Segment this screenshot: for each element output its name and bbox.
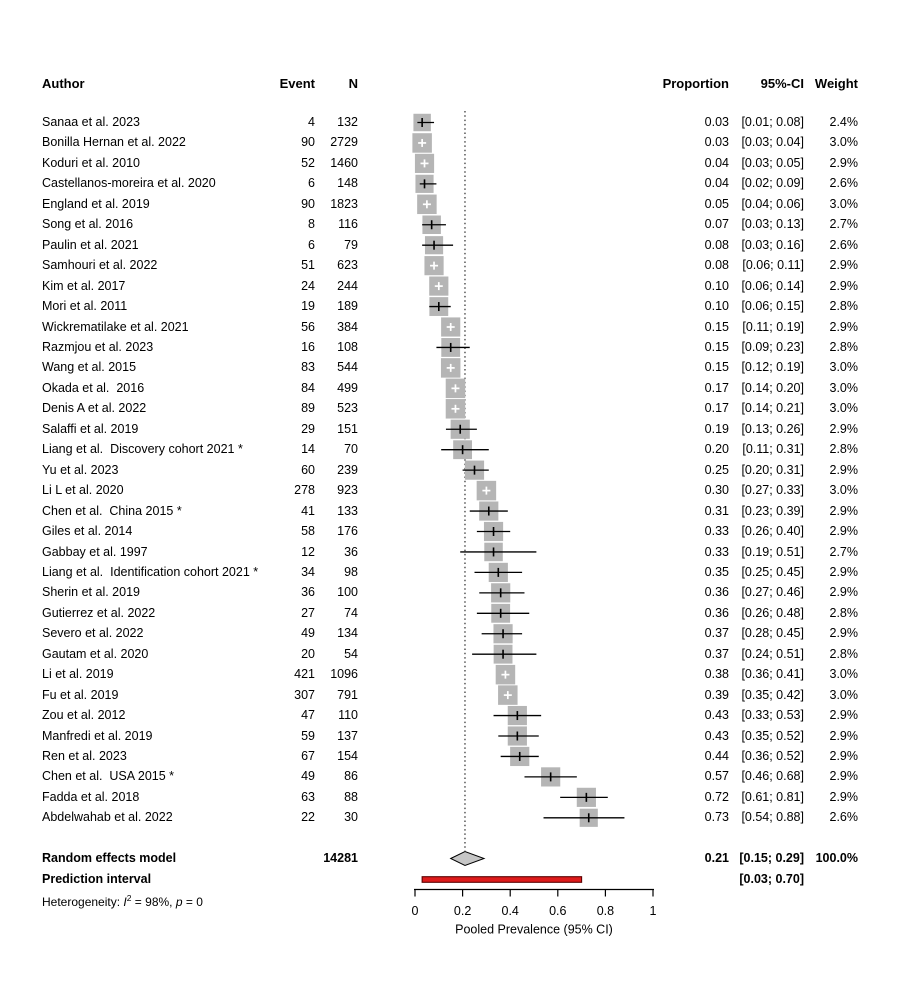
proportion-cell: 0.36 <box>704 585 729 600</box>
proportion-cell: 0.72 <box>704 789 729 804</box>
ci-cell: [0.03; 0.05] <box>741 155 804 170</box>
proportion-cell: 0.04 <box>704 155 729 170</box>
ci-cell: [0.11; 0.19] <box>742 319 804 334</box>
weight-cell: 3.0% <box>829 687 858 702</box>
proportion-cell: 0.15 <box>704 360 729 375</box>
event-cell: 89 <box>301 401 315 416</box>
ci-cell: [0.24; 0.51] <box>741 646 804 661</box>
n-cell: 108 <box>337 339 358 354</box>
event-cell: 34 <box>301 564 315 579</box>
column-header-event: Event <box>279 76 315 91</box>
n-cell: 100 <box>337 585 358 600</box>
weight-cell: 2.8% <box>829 339 858 354</box>
n-cell: 137 <box>337 728 358 743</box>
ci-cell: [0.35; 0.42] <box>741 687 804 702</box>
event-cell: 51 <box>301 258 315 273</box>
weight-cell: 2.9% <box>829 278 858 293</box>
weight-cell: 2.9% <box>829 319 858 334</box>
prediction-interval-bar <box>422 877 581 883</box>
ci-cell: [0.14; 0.20] <box>741 380 804 395</box>
x-axis-title: Pooled Prevalence (95% CI) <box>455 922 613 937</box>
weight-cell: 2.6% <box>829 176 858 191</box>
n-cell: 2729 <box>330 135 358 150</box>
prediction-interval-ci: [0.03; 0.70] <box>739 872 804 886</box>
event-cell: 421 <box>294 667 315 682</box>
n-cell: 110 <box>338 708 358 722</box>
author-cell: Liang et al. Discovery cohort 2021 * <box>42 442 243 457</box>
weight-cell: 2.8% <box>829 442 858 457</box>
author-cell: Zou et al. 2012 <box>42 708 126 722</box>
event-cell: 29 <box>301 421 315 436</box>
author-cell: Castellanos-moreira et al. 2020 <box>42 176 216 191</box>
column-header-ci: 95%-CI <box>760 76 804 91</box>
proportion-cell: 0.37 <box>704 646 729 661</box>
weight-cell: 2.9% <box>829 708 858 722</box>
proportion-cell: 0.03 <box>704 115 729 129</box>
weight-cell: 2.9% <box>829 626 858 641</box>
event-cell: 41 <box>301 503 315 518</box>
n-cell: 154 <box>337 748 358 763</box>
n-cell: 70 <box>344 442 358 457</box>
ci-cell: [0.36; 0.52] <box>741 748 804 763</box>
weight-cell: 2.7% <box>829 544 858 559</box>
ci-cell: [0.11; 0.31] <box>742 442 804 457</box>
ci-cell: [0.03; 0.13] <box>741 217 804 232</box>
n-cell: 499 <box>337 380 358 395</box>
x-axis-tick-label: 0 <box>411 904 419 918</box>
n-cell: 134 <box>337 626 358 641</box>
n-cell: 98 <box>344 564 358 579</box>
event-cell: 52 <box>301 155 315 170</box>
author-cell: Bonilla Hernan et al. 2022 <box>42 135 186 150</box>
author-cell: Fu et al. 2019 <box>42 687 119 702</box>
weight-cell: 2.6% <box>829 810 858 825</box>
ci-cell: [0.19; 0.51] <box>741 544 804 559</box>
event-cell: 6 <box>308 176 315 191</box>
proportion-cell: 0.73 <box>704 810 729 825</box>
weight-cell: 2.8% <box>829 299 858 313</box>
proportion-cell: 0.03 <box>704 135 729 150</box>
random-effects-proportion: 0.21 <box>704 851 729 865</box>
weight-cell: 2.7% <box>829 217 858 232</box>
weight-cell: 3.0% <box>829 401 858 416</box>
proportion-cell: 0.35 <box>704 564 729 579</box>
author-cell: Sherin et al. 2019 <box>42 585 140 600</box>
ci-cell: [0.02; 0.09] <box>741 176 804 191</box>
author-cell: Yu et al. 2023 <box>42 462 119 477</box>
random-effects-n: 14281 <box>323 851 358 865</box>
event-cell: 36 <box>301 585 315 600</box>
event-cell: 14 <box>301 442 315 457</box>
weight-cell: 3.0% <box>829 667 858 682</box>
proportion-cell: 0.33 <box>704 524 729 538</box>
ci-cell: [0.03; 0.16] <box>741 237 804 252</box>
author-cell: Samhouri et al. 2022 <box>42 258 158 273</box>
column-header-proportion: Proportion <box>662 76 729 91</box>
ci-cell: [0.28; 0.45] <box>741 626 804 641</box>
author-cell: Gutierrez et al. 2022 <box>42 605 156 620</box>
weight-cell: 2.6% <box>829 237 858 252</box>
event-cell: 24 <box>301 278 315 293</box>
n-cell: 1823 <box>330 196 358 211</box>
event-cell: 47 <box>301 708 315 722</box>
weight-cell: 2.9% <box>829 524 858 538</box>
author-cell: Severo et al. 2022 <box>42 626 144 641</box>
event-cell: 12 <box>301 544 315 559</box>
event-cell: 27 <box>301 605 315 620</box>
proportion-cell: 0.44 <box>704 748 729 763</box>
proportion-cell: 0.57 <box>704 769 729 784</box>
event-cell: 6 <box>308 237 315 252</box>
ci-cell: [0.27; 0.46] <box>741 585 804 600</box>
author-cell: Abdelwahab et al. 2022 <box>42 810 173 825</box>
x-axis-tick-label: 0.6 <box>549 904 567 918</box>
proportion-cell: 0.05 <box>704 196 729 211</box>
n-cell: 1096 <box>330 667 358 682</box>
weight-cell: 3.0% <box>829 380 858 395</box>
weight-cell: 2.9% <box>829 462 858 477</box>
n-cell: 1460 <box>330 155 358 170</box>
author-cell: Paulin et al. 2021 <box>42 237 139 252</box>
author-cell: Gautam et al. 2020 <box>42 646 149 661</box>
event-cell: 307 <box>294 687 315 702</box>
author-cell: Ren et al. 2023 <box>42 748 127 763</box>
event-cell: 4 <box>308 115 315 129</box>
ci-cell: [0.26; 0.48] <box>741 605 804 620</box>
weight-cell: 2.9% <box>829 728 858 743</box>
random-effects-weight: 100.0% <box>815 851 858 865</box>
proportion-cell: 0.08 <box>704 237 729 252</box>
author-cell: Salaffi et al. 2019 <box>42 421 139 436</box>
proportion-cell: 0.25 <box>704 462 729 477</box>
ci-cell: [0.46; 0.68] <box>741 769 804 784</box>
ci-cell: [0.09; 0.23] <box>741 339 804 354</box>
weight-cell: 2.9% <box>829 421 858 436</box>
ci-cell: [0.26; 0.40] <box>741 524 804 538</box>
random-effects-ci: [0.15; 0.29] <box>739 851 804 865</box>
column-header-n: N <box>348 76 358 91</box>
proportion-cell: 0.07 <box>704 217 729 232</box>
proportion-cell: 0.19 <box>704 421 729 436</box>
weight-cell: 2.4% <box>829 115 858 129</box>
ci-cell: [0.33; 0.53] <box>741 708 804 722</box>
event-cell: 90 <box>301 135 315 150</box>
author-cell: Liang et al. Identification cohort 2021 * <box>42 564 259 579</box>
event-cell: 58 <box>301 524 315 538</box>
event-cell: 49 <box>301 626 315 641</box>
proportion-cell: 0.17 <box>704 401 729 416</box>
ci-cell: [0.13; 0.26] <box>741 421 804 436</box>
proportion-cell: 0.31 <box>704 503 729 518</box>
x-axis-tick-label: 1 <box>649 904 657 918</box>
ci-cell: [0.14; 0.21] <box>741 401 804 416</box>
n-cell: 133 <box>337 503 358 518</box>
event-cell: 60 <box>301 462 315 477</box>
author-cell: Gabbay et al. 1997 <box>42 544 148 559</box>
n-cell: 239 <box>337 462 358 477</box>
weight-cell: 2.9% <box>829 155 858 170</box>
weight-cell: 2.9% <box>829 503 858 518</box>
weight-cell: 3.0% <box>829 196 858 211</box>
proportion-cell: 0.17 <box>704 380 729 395</box>
n-cell: 151 <box>337 421 358 436</box>
n-cell: 79 <box>344 237 358 252</box>
ci-cell: [0.23; 0.39] <box>741 503 804 518</box>
n-cell: 384 <box>337 319 358 334</box>
ci-cell: [0.25; 0.45] <box>741 564 804 579</box>
prediction-interval-label: Prediction interval <box>42 872 152 886</box>
n-cell: 623 <box>337 258 358 273</box>
event-cell: 90 <box>301 196 315 211</box>
x-axis-tick-label: 0.4 <box>501 904 519 918</box>
n-cell: 544 <box>337 360 358 375</box>
ci-cell: [0.35; 0.52] <box>741 728 804 743</box>
ci-cell: [0.61; 0.81] <box>741 789 804 804</box>
n-cell: 30 <box>344 810 358 825</box>
author-cell: Okada et al. 2016 <box>42 380 145 395</box>
author-cell: Sanaa et al. 2023 <box>42 115 140 129</box>
event-cell: 20 <box>301 646 315 661</box>
event-cell: 49 <box>301 769 315 784</box>
proportion-cell: 0.39 <box>704 687 729 702</box>
proportion-cell: 0.37 <box>704 626 729 641</box>
author-cell: Chen et al. USA 2015 * <box>42 769 175 784</box>
ci-cell: [0.06; 0.11] <box>742 258 804 273</box>
n-cell: 86 <box>344 769 358 784</box>
n-cell: 923 <box>337 483 358 498</box>
proportion-cell: 0.30 <box>704 483 729 498</box>
random-effects-label: Random effects model <box>42 851 177 865</box>
n-cell: 189 <box>337 299 358 313</box>
proportion-cell: 0.43 <box>704 728 729 743</box>
ci-cell: [0.20; 0.31] <box>741 462 804 477</box>
author-cell: Chen et al. China 2015 * <box>42 503 182 518</box>
column-header-author: Author <box>42 76 85 91</box>
n-cell: 176 <box>337 524 358 538</box>
proportion-cell: 0.36 <box>704 605 729 620</box>
proportion-cell: 0.10 <box>704 299 729 313</box>
event-cell: 83 <box>301 360 315 375</box>
event-cell: 67 <box>301 748 315 763</box>
proportion-cell: 0.33 <box>704 544 729 559</box>
event-cell: 56 <box>301 319 315 334</box>
n-cell: 88 <box>344 789 358 804</box>
author-cell: Manfredi et al. 2019 <box>42 728 153 743</box>
proportion-cell: 0.38 <box>704 667 729 682</box>
author-cell: Razmjou et al. 2023 <box>42 339 154 354</box>
author-cell: Song et al. 2016 <box>42 217 134 232</box>
proportion-cell: 0.10 <box>704 278 729 293</box>
ci-cell: [0.54; 0.88] <box>741 810 804 825</box>
ci-cell: [0.04; 0.06] <box>741 196 804 211</box>
author-cell: Wickrematilake et al. 2021 <box>42 319 189 334</box>
weight-cell: 2.9% <box>829 564 858 579</box>
n-cell: 116 <box>338 217 358 232</box>
proportion-cell: 0.08 <box>704 258 729 273</box>
weight-cell: 2.9% <box>829 585 858 600</box>
author-cell: Fadda et al. 2018 <box>42 789 140 804</box>
n-cell: 54 <box>344 646 358 661</box>
n-cell: 36 <box>344 544 358 559</box>
heterogeneity-note: Heterogeneity: $I^2 = 98\%$, p = 0 <box>42 893 203 909</box>
weight-cell: 2.8% <box>829 605 858 620</box>
event-cell: 278 <box>294 483 315 498</box>
author-cell: Denis A et al. 2022 <box>42 401 147 416</box>
author-cell: Mori et al. 2011 <box>42 299 128 313</box>
proportion-cell: 0.20 <box>704 442 729 457</box>
author-cell: Koduri et al. 2010 <box>42 155 140 170</box>
ci-cell: [0.03; 0.04] <box>741 135 804 150</box>
weight-cell: 3.0% <box>829 135 858 150</box>
n-cell: 791 <box>337 687 358 702</box>
weight-cell: 2.9% <box>829 748 858 763</box>
x-axis-tick-label: 0.8 <box>596 904 615 918</box>
ci-cell: [0.36; 0.41] <box>741 667 804 682</box>
proportion-cell: 0.04 <box>704 176 729 191</box>
proportion-cell: 0.15 <box>704 319 729 334</box>
event-cell: 59 <box>301 728 315 743</box>
ci-cell: [0.06; 0.15] <box>741 299 804 313</box>
weight-cell: 2.9% <box>829 789 858 804</box>
author-cell: Li L et al. 2020 <box>42 483 124 498</box>
pooled-diamond <box>451 852 484 866</box>
n-cell: 523 <box>337 401 358 416</box>
event-cell: 63 <box>301 789 315 804</box>
weight-cell: 2.8% <box>829 646 858 661</box>
proportion-cell: 0.43 <box>704 708 729 722</box>
author-cell: Kim et al. 2017 <box>42 278 126 293</box>
column-header-weight: Weight <box>814 76 858 91</box>
event-cell: 16 <box>301 339 315 354</box>
author-cell: Wang et al. 2015 <box>42 360 137 375</box>
weight-cell: 2.9% <box>829 258 858 273</box>
weight-cell: 2.9% <box>829 769 858 784</box>
n-cell: 74 <box>344 605 358 620</box>
n-cell: 148 <box>337 176 358 191</box>
weight-cell: 3.0% <box>829 360 858 375</box>
event-cell: 19 <box>301 299 315 313</box>
author-cell: England et al. 2019 <box>42 196 150 211</box>
n-cell: 132 <box>337 115 358 129</box>
ci-cell: [0.01; 0.08] <box>741 115 804 129</box>
n-cell: 244 <box>337 278 358 293</box>
ci-cell: [0.12; 0.19] <box>741 360 804 375</box>
weight-cell: 3.0% <box>829 483 858 498</box>
event-cell: 8 <box>308 217 315 232</box>
ci-cell: [0.06; 0.14] <box>741 278 804 293</box>
ci-cell: [0.27; 0.33] <box>741 483 804 498</box>
author-cell: Li et al. 2019 <box>42 667 114 682</box>
event-cell: 22 <box>301 810 315 825</box>
proportion-cell: 0.15 <box>704 339 729 354</box>
event-cell: 84 <box>301 380 315 395</box>
author-cell: Giles et al. 2014 <box>42 524 133 538</box>
x-axis-tick-label: 0.2 <box>453 904 472 918</box>
